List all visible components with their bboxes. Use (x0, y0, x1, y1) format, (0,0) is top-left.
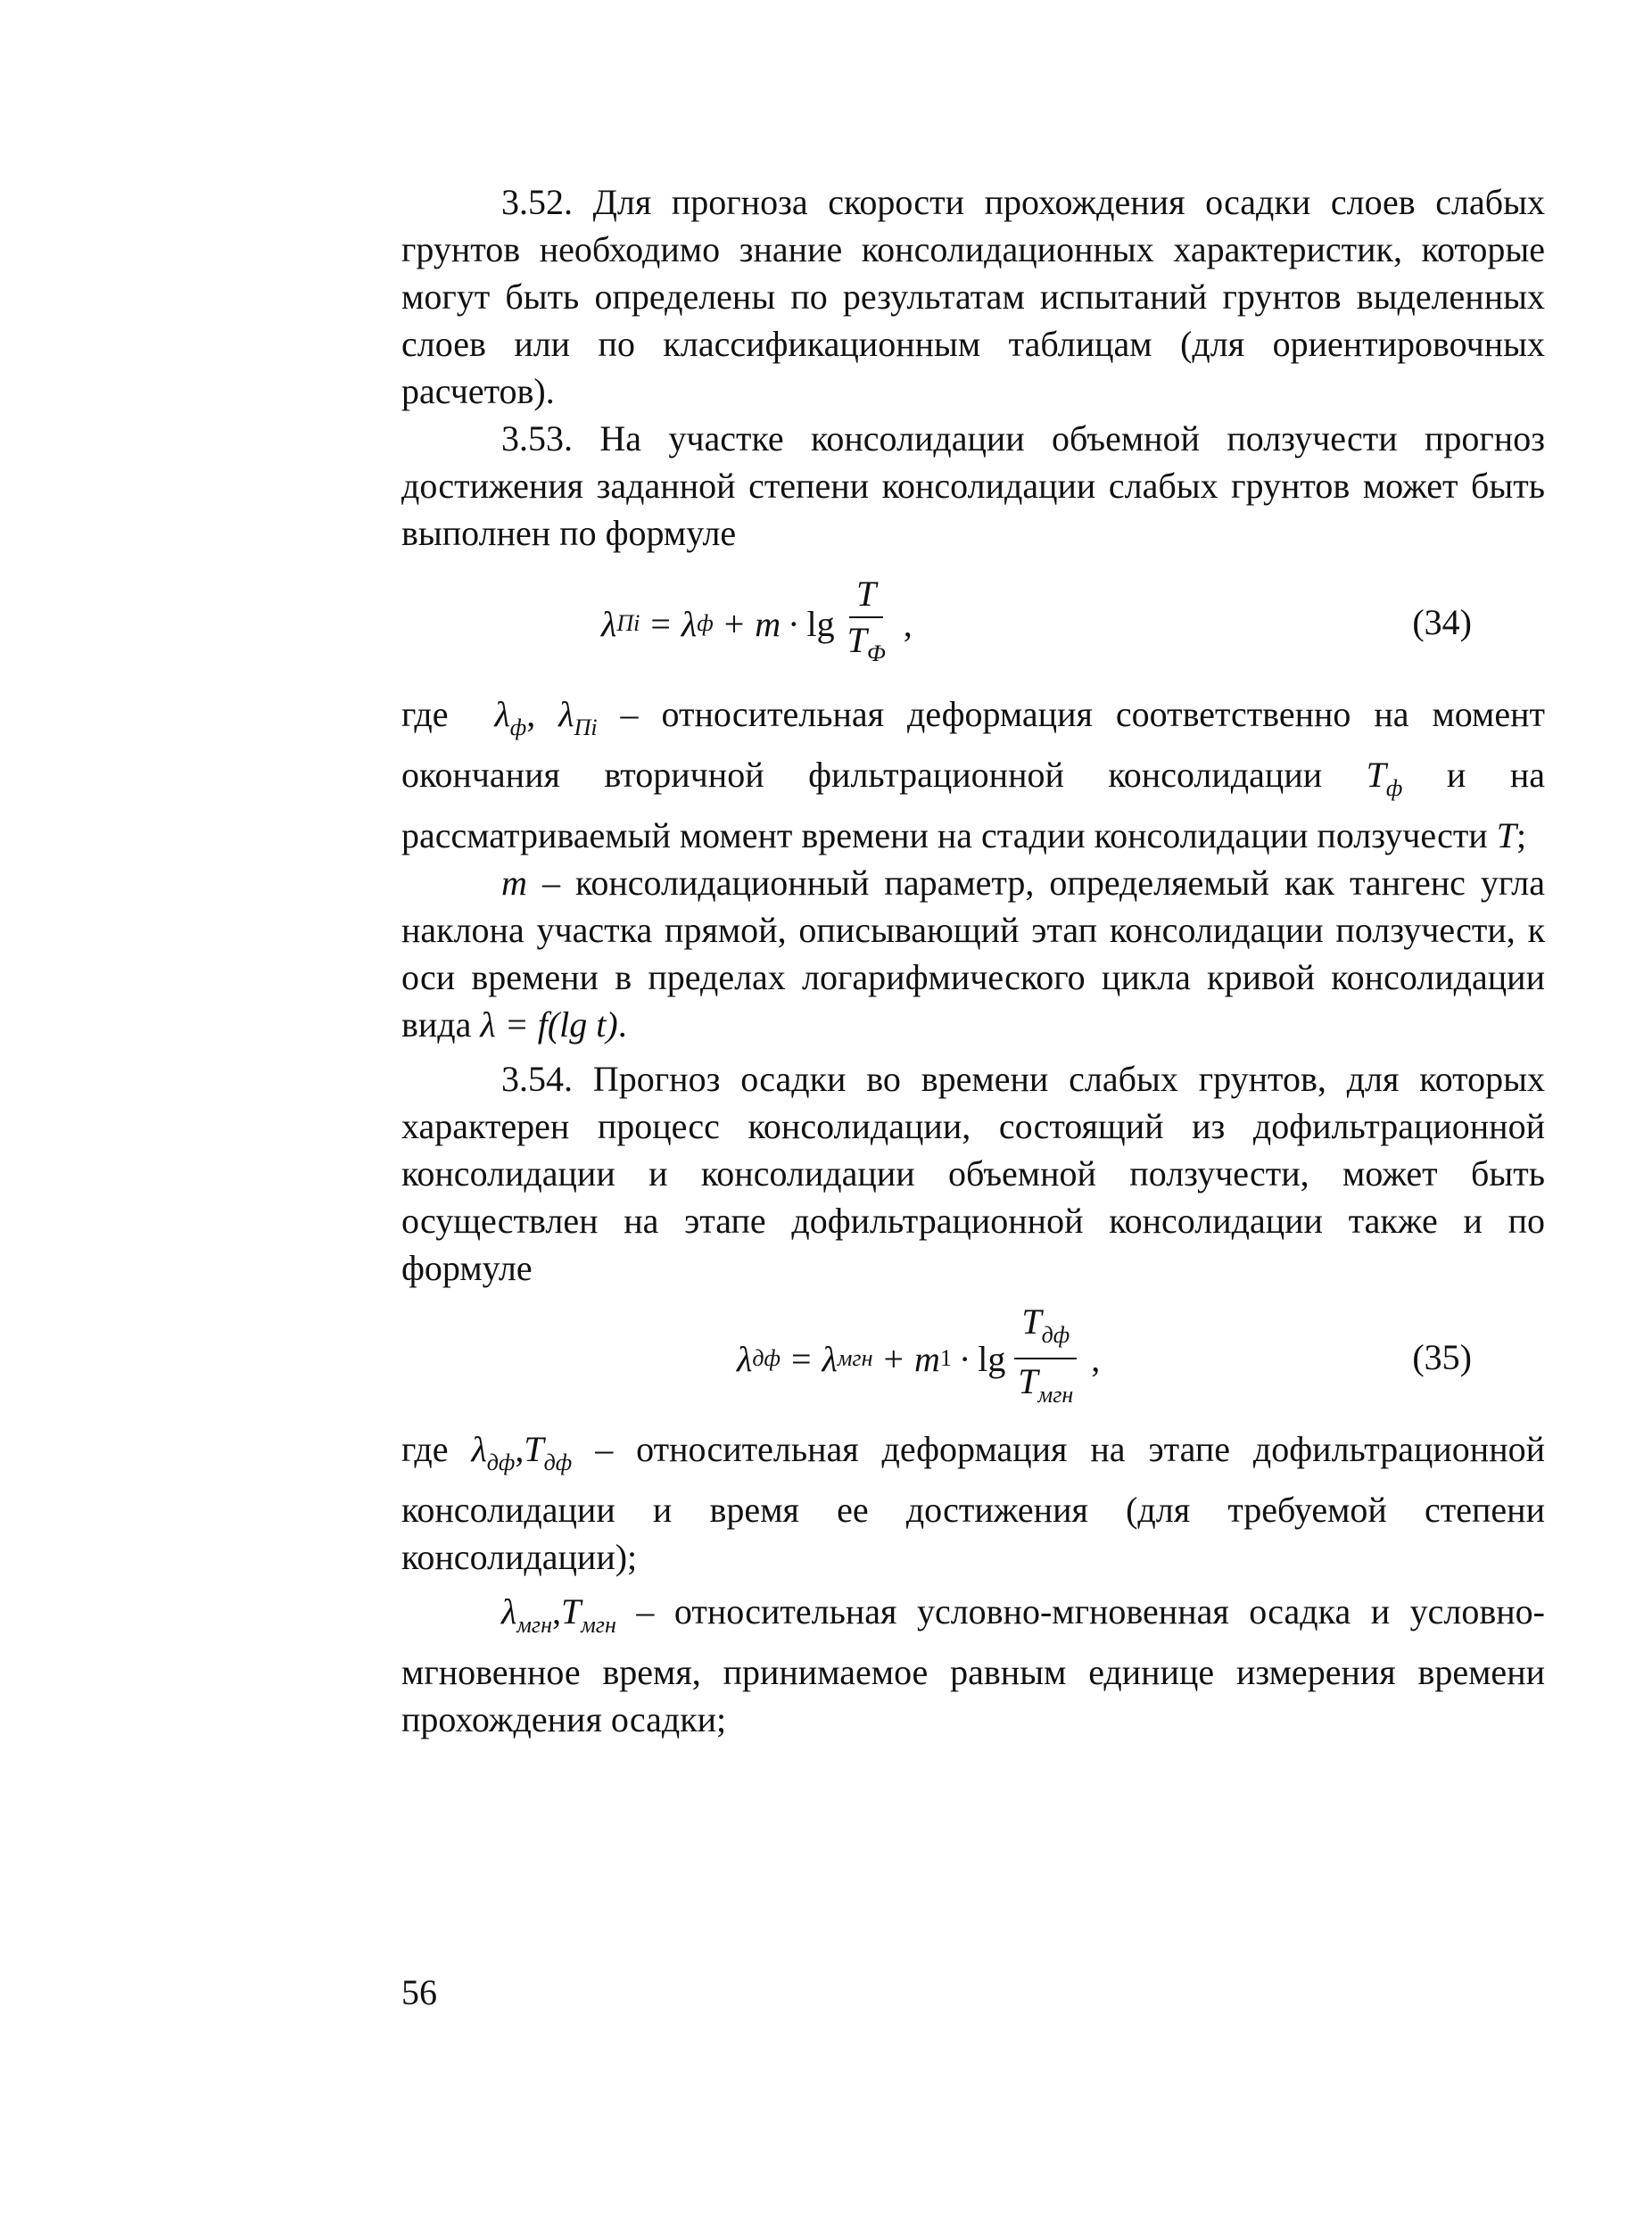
formula-35-dot: · (958, 1338, 971, 1379)
where-35-lambda-df (401, 1425, 1545, 1581)
where-35-lambda-mgn (401, 1588, 1545, 1743)
paragraph-3-52: 3.52. Для прогноза скорости прохождения осадки слоев слабых грунтов необходимо знание консолидационных характеристик, которые могут быть определены по результатам испытаний грунтов выделенных слоев или по классификационным таблицам (для ориентировочных расчетов). (401, 182, 1545, 411)
formula-35-comma: , (1091, 1338, 1101, 1379)
formula-35-fraction (1011, 1301, 1080, 1416)
where-35-t-sub: дф (543, 1450, 573, 1475)
formula-34-denominator (840, 618, 893, 674)
where-34-m-end: . (617, 1004, 627, 1045)
where-34-t: T (1496, 815, 1516, 855)
where-35-lam: λ (471, 1429, 487, 1469)
paragraph-3-54: 3.54. Прогноз осадки во времени слабых грунтов, для которых характерен процесс консолидации, состоящий из дофильтрационной консолидации и консолидации объемной ползучести, может быть осуществлен на этапе дофильтрационной консолидации также и по формуле (401, 1059, 1545, 1288)
formula-35-lg: lg (978, 1338, 1006, 1379)
formula-34-eq: = (650, 603, 671, 644)
formula-35-m: m (914, 1338, 940, 1379)
formula-34-den-sub: Ф (866, 640, 886, 666)
where-34-lam2: λ (558, 694, 574, 734)
formula-34-m: m (755, 603, 781, 644)
where-34-lambda (401, 690, 1545, 859)
formula-35-num-sub: дф (1041, 1322, 1070, 1348)
page-number: 56 (401, 1972, 437, 2012)
where-34-gde: где (401, 694, 449, 734)
formula-35-expression (737, 1292, 1100, 1425)
where-35-gde: где (401, 1429, 449, 1469)
formula-34-comma: , (903, 603, 913, 644)
where-34-tf: T (1366, 755, 1386, 795)
formula-34 (401, 557, 1545, 690)
where-34-m-formula: λ = f(lg t) (480, 1004, 618, 1045)
where-34-lam2-sub: Пi (574, 715, 598, 740)
where-35b-lam: λ (501, 1591, 517, 1631)
formula-35-m-sub: 1 (939, 1345, 952, 1371)
where-34-end: ; (1516, 815, 1527, 855)
formula-34-number: (34) (1412, 602, 1472, 642)
where-34-m-text: – консолидационный параметр, определяемый как тангенс угла наклона участка прямой, описывающий этап консолидации ползучести, к оси времени в пределах логарифмического цикла кривой консолидации вида (401, 863, 1546, 1045)
formula-34-lhs: λ (601, 603, 617, 644)
where-35b-lam-sub: мгн (516, 1612, 552, 1638)
formula-34-den-symbol: T (847, 619, 867, 660)
where-35-sep: , (515, 1429, 525, 1469)
where-34-lam1-sub: ф (509, 715, 527, 740)
formula-34-term1: λ (681, 603, 698, 644)
formula-34-lhs-sub: Пi (616, 610, 640, 636)
where-35b-t: T (560, 1591, 582, 1631)
formula-35-lhs-sub: дф (752, 1345, 781, 1371)
formula-34-numerator: T (849, 574, 883, 618)
formula-35-term1: λ (822, 1338, 838, 1379)
formula-34-lg: lg (806, 603, 835, 644)
formula-34-plus: + (723, 603, 745, 644)
formula-35-den-sub: мгн (1037, 1382, 1074, 1408)
where-35-lam-sub: дф (486, 1450, 516, 1475)
page-body (401, 178, 1545, 1743)
formula-35-term1-sub: мгн (837, 1345, 873, 1371)
formula-35-numerator (1014, 1301, 1077, 1359)
where-34-m (401, 859, 1545, 1048)
where-34-sep: , (526, 694, 536, 734)
where-34-m-symbol: m (501, 863, 527, 903)
formula-35-den-symbol: T (1018, 1361, 1038, 1401)
where-34-text2: и на рассматриваемый момент времени на стадии консолидации ползучести (401, 755, 1545, 855)
formula-35-plus: + (883, 1338, 904, 1379)
paragraph-3-53: 3.53. На участке консолидации объемной ползучести прогноз достижения заданной степени консолидации слабых грунтов может быть выполнен по формуле (401, 418, 1545, 553)
formula-35 (401, 1292, 1545, 1425)
where-35b-text: – относительная условно-мгновенная осадка и условно-мгновенное время, принимаемое равным единице измерения времени прохождения осадки; (401, 1591, 1546, 1739)
where-35-t: T (524, 1429, 544, 1469)
formula-34-fraction (840, 574, 893, 674)
formula-35-denominator (1011, 1359, 1080, 1416)
formula-34-expression (601, 557, 913, 690)
formula-35-eq: = (790, 1338, 812, 1379)
formula-35-lhs: λ (737, 1338, 753, 1379)
where-35b-t-sub: мгн (581, 1612, 616, 1638)
where-34-tf-sub: ф (1385, 775, 1403, 801)
where-34-text1: – относительная деформация соответственно на момент окончания вторичной фильтрационной консолидации (401, 694, 1545, 795)
formula-34-dot: · (788, 603, 800, 644)
formula-35-number: (35) (1412, 1337, 1472, 1377)
formula-34-term1-sub: ф (697, 610, 714, 636)
where-35-text: – относительная деформация на этапе дофильтрационной консолидации и время ее достижения (для требуемой степени консолидации); (401, 1429, 1546, 1577)
where-34-lam1: λ (494, 694, 510, 734)
formula-35-num-symbol: T (1021, 1301, 1042, 1342)
where-35b-sep: , (551, 1591, 561, 1631)
